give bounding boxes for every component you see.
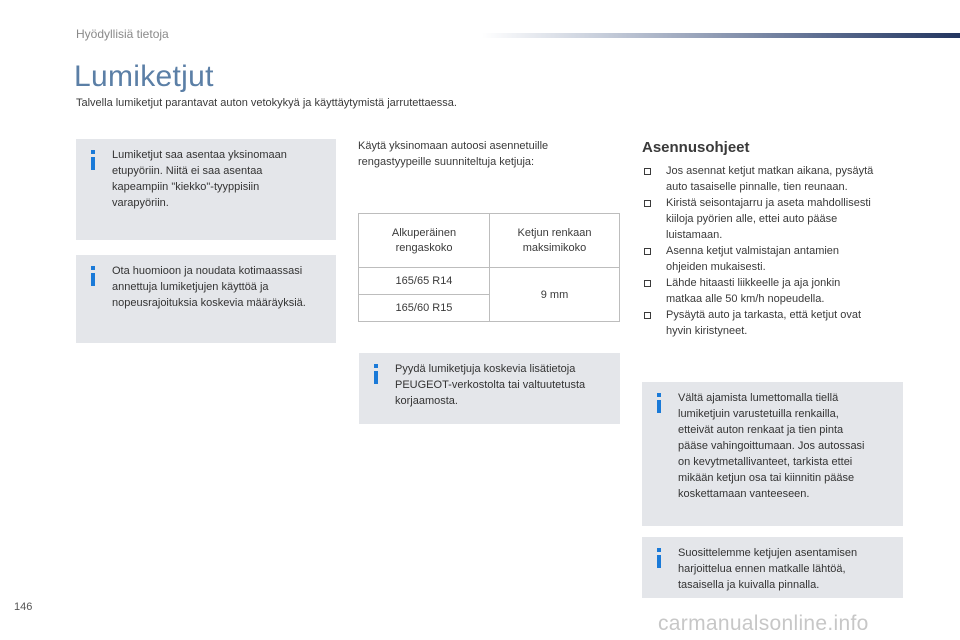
checkbox-icon <box>644 200 651 207</box>
list-item <box>644 243 906 275</box>
step-line: ohjeiden mukaisesti. <box>666 261 766 273</box>
step-line: Asenna ketjut valmistajan antamien <box>666 245 840 257</box>
info-line: koskettamaan vanteeseen. <box>678 488 810 500</box>
header-line: maksimikoko <box>522 241 587 254</box>
info-line: tasaisella ja kuivalla pinnalla. <box>678 579 820 591</box>
step-line: Pysäytä auto ja tarkasta, että ketjut ovat <box>666 309 862 321</box>
table-header-row <box>359 214 620 268</box>
step-line: Kiristä seisontajarru ja aseta mahdollisesti <box>666 197 871 209</box>
tire-size-cell: 165/65 R14 <box>359 268 490 295</box>
info-line: Suosittelemme ketjujen asentamisen <box>678 547 858 559</box>
info-line: annettuja lumiketjujen käyttöä ja <box>112 281 269 293</box>
column-header-original-size <box>359 214 490 268</box>
page-number: 146 <box>14 601 33 613</box>
checkbox-icon <box>644 248 651 255</box>
info-line: Vältä ajamista lumettomalla tiellä <box>678 392 839 404</box>
max-size-cell: 9 mm <box>490 268 620 322</box>
info-line: varapyöriin. <box>112 197 169 209</box>
text-line: rengastyypeille suunniteltuja ketjuja: <box>358 156 535 168</box>
info-line: harjoittelua ennen matkalle lähtöä, <box>678 563 846 575</box>
info-icon <box>372 364 380 384</box>
list-item <box>644 307 906 339</box>
page-title: Lumiketjut <box>74 60 214 93</box>
info-icon <box>89 150 97 170</box>
step-line: matkaa alle 50 km/h nopeudella. <box>666 293 825 305</box>
info-icon <box>655 393 663 413</box>
step-line: Jos asennat ketjut matkan aikana, pysäytä <box>666 165 874 177</box>
step-line: auto tasaiselle pinnalle, tien reunaan. <box>666 181 848 193</box>
checkbox-icon <box>644 168 651 175</box>
info-icon <box>89 266 97 286</box>
text-line: Käytä yksinomaan autoosi asennetuille <box>358 140 549 152</box>
info-icon <box>655 548 663 568</box>
list-item <box>644 163 906 195</box>
intro-text: Talvella lumiketjut parantavat auton vetokykyä ja käyttäytymistä jarrutettaessa. <box>76 97 457 109</box>
watermark: carmanualsonline.info <box>658 612 869 635</box>
tire-size-table <box>358 213 620 322</box>
info-line: PEUGEOT-verkostolta tai valtuutetusta <box>395 379 586 391</box>
info-box-practice <box>642 537 903 598</box>
info-line: Ota huomioon ja noudata kotimaassasi <box>112 265 303 277</box>
list-item <box>644 275 906 307</box>
info-box-avoid-bare-road <box>642 382 903 526</box>
info-box-regulations <box>76 255 336 343</box>
step-line: Lähde hitaasti liikkeelle ja aja jonkin <box>666 277 841 289</box>
info-line: Pyydä lumiketjuja koskevia lisätietoja <box>395 363 576 375</box>
installation-steps <box>644 163 906 339</box>
info-line: pääse vahingoittumaan. Jos autossasi <box>678 440 865 452</box>
header-line: Alkuperäinen <box>391 226 457 239</box>
info-box-front-wheels <box>76 139 336 240</box>
column-header-max-size <box>490 214 620 268</box>
checkbox-icon <box>644 312 651 319</box>
step-line: hyvin kiristyneet. <box>666 325 748 337</box>
info-line: Lumiketjut saa asentaa yksinomaan <box>112 149 287 161</box>
list-item <box>644 195 906 243</box>
installation-title: Asennusohjeet <box>642 139 750 156</box>
info-line: etupyöriin. Niitä ei saa asentaa <box>112 165 263 177</box>
step-line: kiiloja pyörien alle, ettei auto pääse <box>666 213 838 225</box>
info-line: mikään ketjun osa tai kiinnitin pääse <box>678 472 855 484</box>
info-box-more-info <box>359 353 620 424</box>
info-line: korjaamosta. <box>395 395 458 407</box>
header-line: Ketjun renkaan <box>517 226 592 239</box>
info-line: etteivät auton renkaat ja tien pinta <box>678 424 844 436</box>
checkbox-icon <box>644 280 651 287</box>
chain-usage-text <box>358 138 608 170</box>
info-line: nopeusrajoituksia koskevia määräyksiä. <box>112 297 306 309</box>
section-header: Hyödyllisiä tietoja <box>76 27 169 41</box>
step-line: luistamaan. <box>666 229 723 241</box>
info-line: on kevytmetallivanteet, tarkista ettei <box>678 456 853 468</box>
info-line: lumiketjuin varustetuilla renkailla, <box>678 408 839 420</box>
info-line: kapeampiin "kiekko"-tyyppisiin <box>112 181 260 193</box>
table-row <box>359 268 620 295</box>
header-bar <box>482 33 960 38</box>
tire-size-cell: 165/60 R15 <box>359 295 490 322</box>
header-line: rengaskoko <box>395 241 453 254</box>
